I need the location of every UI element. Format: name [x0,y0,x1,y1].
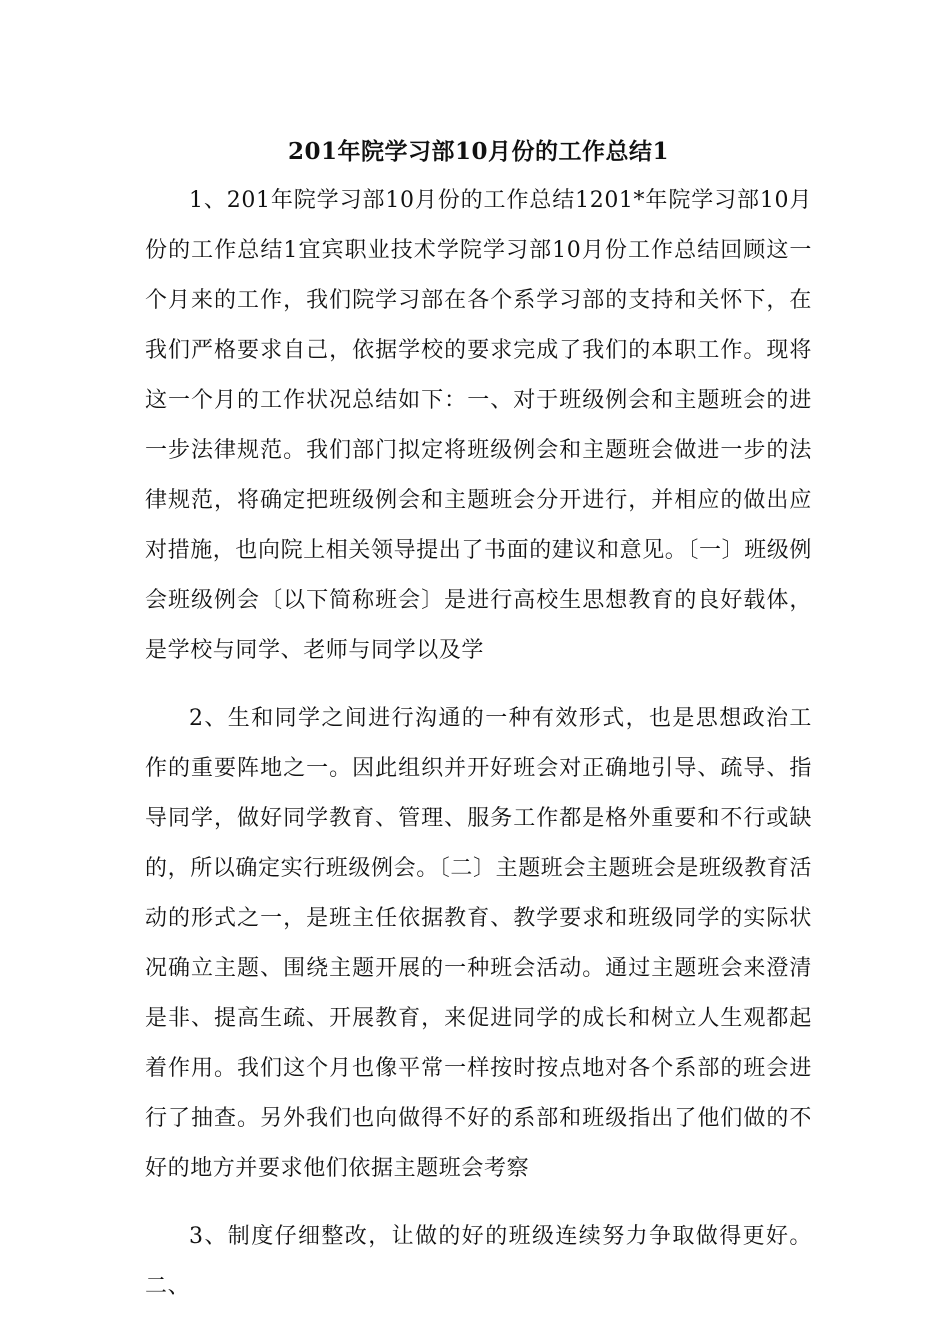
document-title: 201年院学习部10月份的工作总结1 [287,138,670,165]
paragraph-2: 2、生和同学之间进行沟通的一种有效形式，也是思想政治工作的重要阵地之一。因此组织并开好班会对正确地引导、疏导、指导同学，做好同学教育、管理、服务工作都是格外重要和不行或缺的，所以确定实行班级例会。〔二〕主题班会主题班会是班级教育活动的形式之一，是班主任依据教育、教学要求和班级同学的实际状况确立主题、围绕主题开展的一种班会活动。通过主题班会来澄清是非、提高生疏、开展教育，来促进同学的成长和树立人生观都起着作用。我们这个月也像平常一样按时按点地对各个系部的班会进行了抽查。另外我们也向做得不好的系部和班级指出了他们做的不好的地方并要求他们依据主题班会考察 [145,706,813,1181]
paragraph-1: 1、201年院学习部10月份的工作总结1201*年院学习部10月份的工作总结1宜宾职业技术学院学习部10月份工作总结回顾这一个月来的工作，我们院学习部在各个系学习部的支持和关怀下，在我们严格要求自己，依据学校的要求完成了我们的本职工作。现将这一个月的工作状况总结如下：一、对于班级例会和主题班会的进一步法律规范。我们部门拟定将班级例会和主题班会做进一步的法律规范，将确定把班级例会和主题班会分开进行，并相应的做出应对措施，也向院上相关领导提出了书面的建议和意见。〔一〕班级例会班级例会〔以下简称班会〕是进行高校生思想教育的良好载体，是学校与同学、老师与同学以及学 [145,188,813,663]
paragraph-3: 3、制度仔细整改，让做的好的班级连续努力争取做得更好。二、 [145,1224,812,1299]
